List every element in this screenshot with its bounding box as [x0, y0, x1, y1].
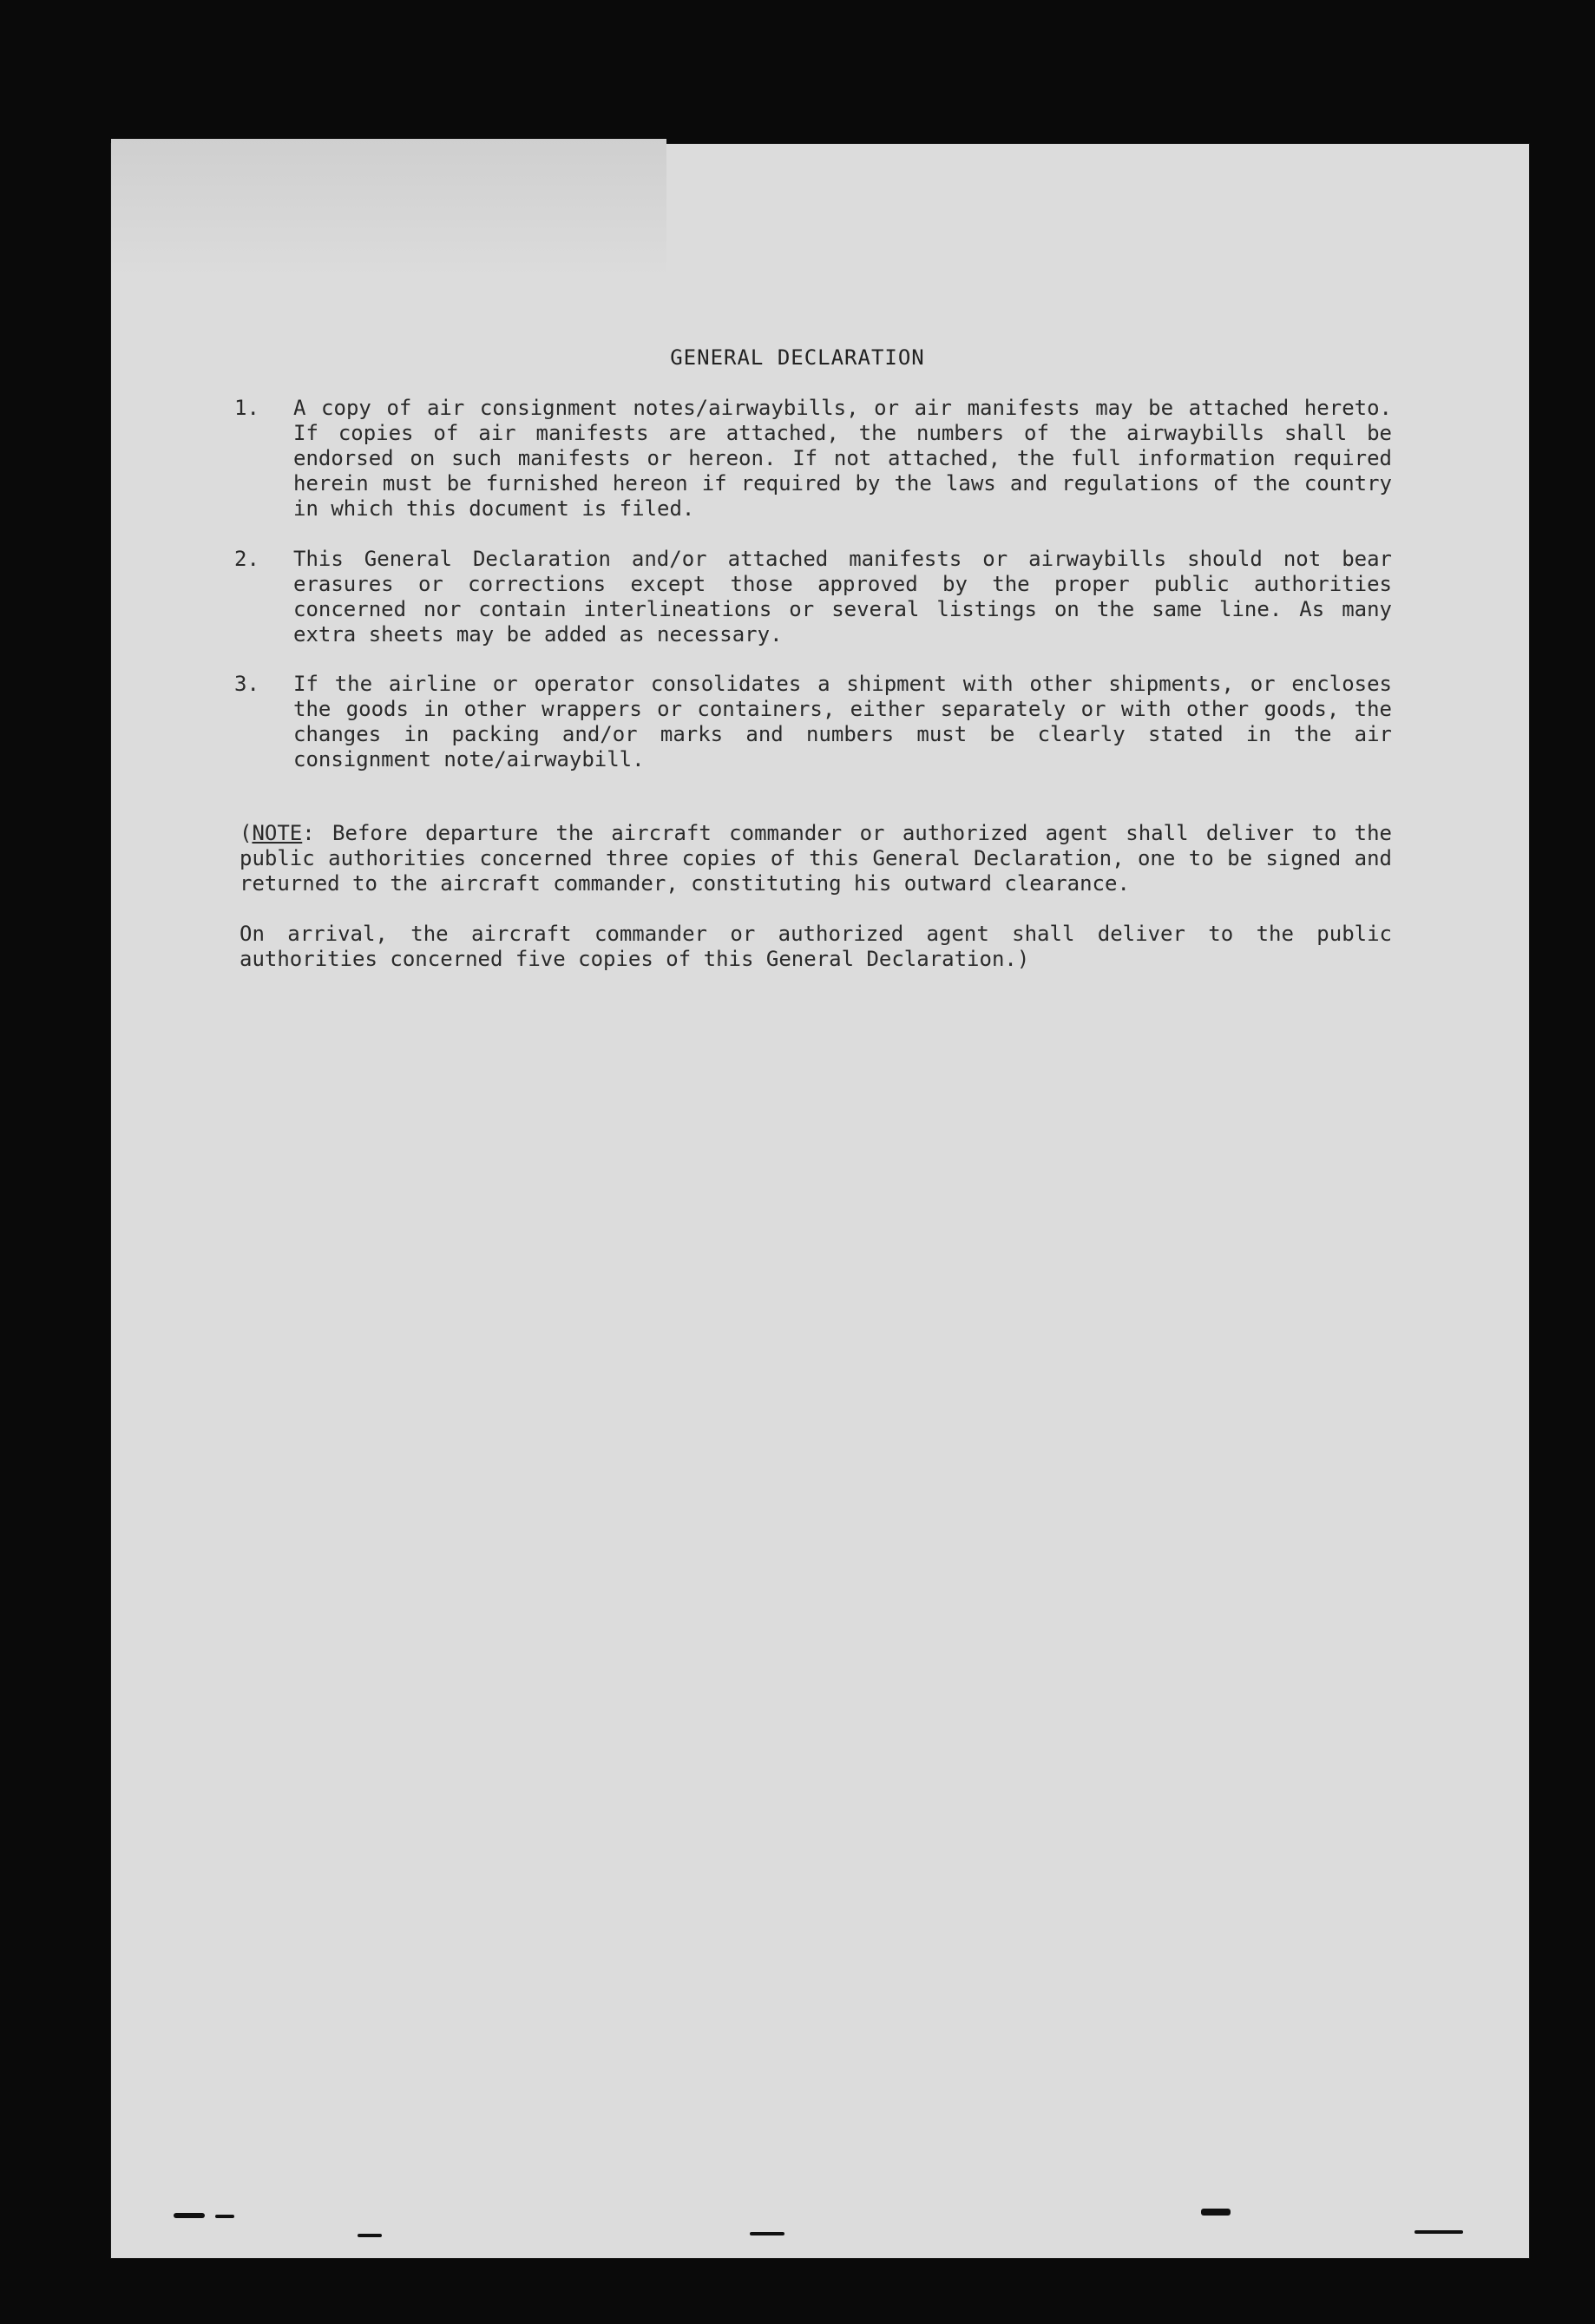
document-title: GENERAL DECLARATION [670, 345, 925, 370]
scan-speck [750, 2232, 784, 2235]
declaration-item-2 [236, 547, 1392, 647]
arrival-paragraph: On arrival, the aircraft commander or authorized agent shall deliver to the public authorities concerned five copies of this General Declaration.) [240, 922, 1392, 971]
item-text: If the airline or operator consolidates a shipment with other shipments, or encloses the goods in other wrappers or containers, either separately or with other goods, the changes in packing and/or marks and numbers must be clearly stated in the air consignment note/airwaybill. [293, 672, 1392, 771]
declaration-item-3 [236, 672, 1392, 772]
note-label: NOTE [252, 821, 303, 845]
item-number: 2. [234, 547, 259, 571]
item-text: This General Declaration and/or attached manifests or airwaybills should not bear erasures or corrections except those approved by the proper public authorities concerned nor contain interlineations or several listings on the same line. As many extra sheets may be added as necessary. [293, 547, 1392, 647]
note-paragraph [240, 821, 1392, 896]
scan-speck [1201, 2209, 1231, 2216]
page-fold-shadow [111, 139, 666, 278]
note-text: Before departure the aircraft commander or authorized agent shall deliver to the public authorities concerned three copies of this General Declaration, one to be signed and returned to the aircraft commander, constituting his outward clearance. [240, 821, 1392, 896]
scan-speck [215, 2215, 234, 2218]
scan-speck [1414, 2230, 1463, 2234]
scan-speck [174, 2213, 205, 2218]
item-number: 3. [234, 672, 259, 696]
item-text: A copy of air consignment notes/airwaybills, or air manifests may be attached hereto. If copies of air manifests are attached, the numbers of the airwaybills shall be endorsed on such manifests or hereon. If not attached, the full information required herein must be furnished hereon if required by the laws and regulations of the country in which this document is filed. [293, 396, 1392, 521]
note-colon: : [302, 821, 315, 845]
scan-speck [358, 2234, 382, 2237]
item-number: 1. [234, 396, 259, 420]
note-open-paren: ( [240, 821, 253, 845]
declaration-item-1 [236, 396, 1392, 522]
